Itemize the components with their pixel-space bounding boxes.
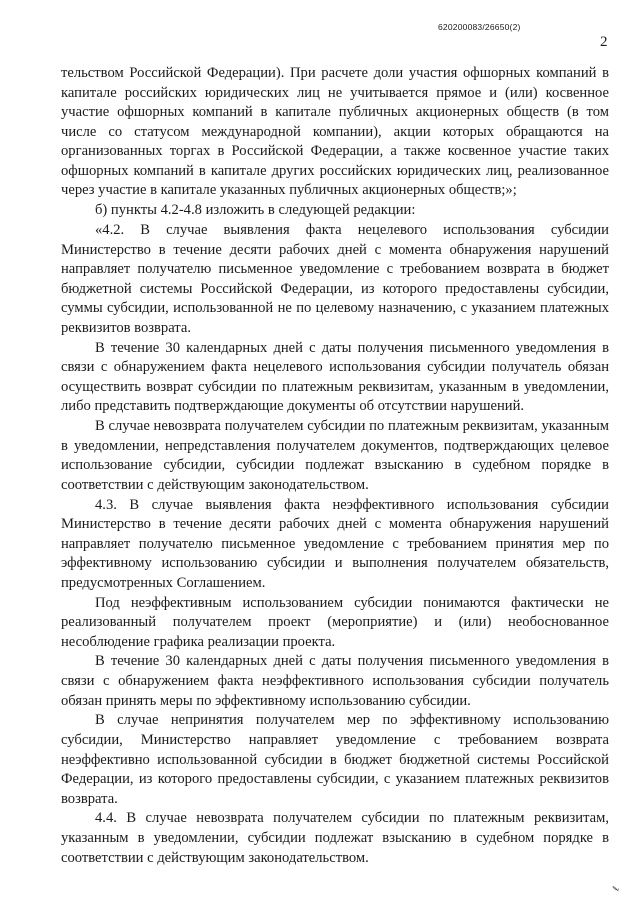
- page-number: 2: [600, 34, 608, 50]
- document-body: [61, 64, 609, 868]
- paragraph-4-2-return-deadline: В течение 30 календарных дней с даты получения письменного уведомления в связи с обнаружением факта нецелевого использования субсидии получатель обязан осуществить возврат субсидии по платежным реквизитам, указанным в уведомлении, либо представить подтверждающие документы об отсутствии нарушений.: [61, 339, 609, 415]
- paragraph-4-3-nonaction: В случае непринятия получателем мер по эффективному использованию субсидии, Министерство направляет уведомление с требованием возврата неэффективно использованной субсидии в бюджет бюджетной системы Российской Федерации, из которого предоставлены субсидии, с указанием платежных реквизитов возврата.: [61, 712, 609, 807]
- paragraph-4-3: 4.3. В случае выявления факта неэффективного использования субсидии Министерство в течение десяти рабочих дней с момента обнаружения нарушений направляет получателю письменное уведомление с требованием принятия мер по эффективному использованию субсидии и выполнения получателем обязательств, предусмотренных Соглашением.: [61, 496, 609, 591]
- paragraph-4-2-recovery: В случае невозврата получателем субсидии по платежным реквизитам, указанным в уведомлении, непредставления получателем документов, подтверждающих целевое использование субсидии, субсидии подлежат взысканию в судебном порядке в соответствии с действующим законодательством.: [61, 418, 609, 493]
- paragraph-4-4: 4.4. В случае невозврата получателем субсидии по платежным реквизитам, указанным в уведомлении, субсидии подлежат взысканию в судебном порядке в соответствии с действующим законодательством.: [61, 810, 609, 866]
- handwritten-mark: ℓ: [611, 885, 623, 893]
- paragraph-continuation: тельством Российской Федерации). При расчете доли участия офшорных компаний в капитале российских юридических лиц не учитывается прямое и (или) косвенное участие офшорных компаний в капитале публичных акционерных обществ (в том числе со статусом международной компании), акции которых обращаются на организованных торгах в Российской Федерации, а также косвенное участие таких офшорных компаний в капитале других российских юридических лиц, реализованное через участие в капитале указанных публичных акционерных обществ;»;: [61, 65, 609, 199]
- paragraph-4-3-definition: Под неэффективным использованием субсидии понимаются фактически не реализованный получателем проект (мероприятие) и (или) необоснованное несоблюдение графика реализации проекта.: [61, 594, 609, 650]
- paragraph-4-2: «4.2. В случае выявления факта нецелевого использования субсидии Министерство в течение десяти рабочих дней с момента обнаружения нарушений направляет получателю письменное уведомление с требованием возврата в бюджет бюджетной системы Российской Федерации, из которого предоставлены субсидии, суммы субсидии, использованной не по целевому назначению, с указанием платежных реквизитов возврата.: [61, 221, 609, 336]
- paragraph-4-3-deadline: В течение 30 календарных дней с даты получения письменного уведомления в связи с обнаружением факта неэффективного использования субсидии получатель обязан принять меры по эффективному использованию субсидии.: [61, 653, 609, 709]
- paragraph-item-b: б) пункты 4.2-4.8 изложить в следующей редакции:: [95, 202, 416, 219]
- document-number: 620200083/26650(2): [438, 22, 521, 32]
